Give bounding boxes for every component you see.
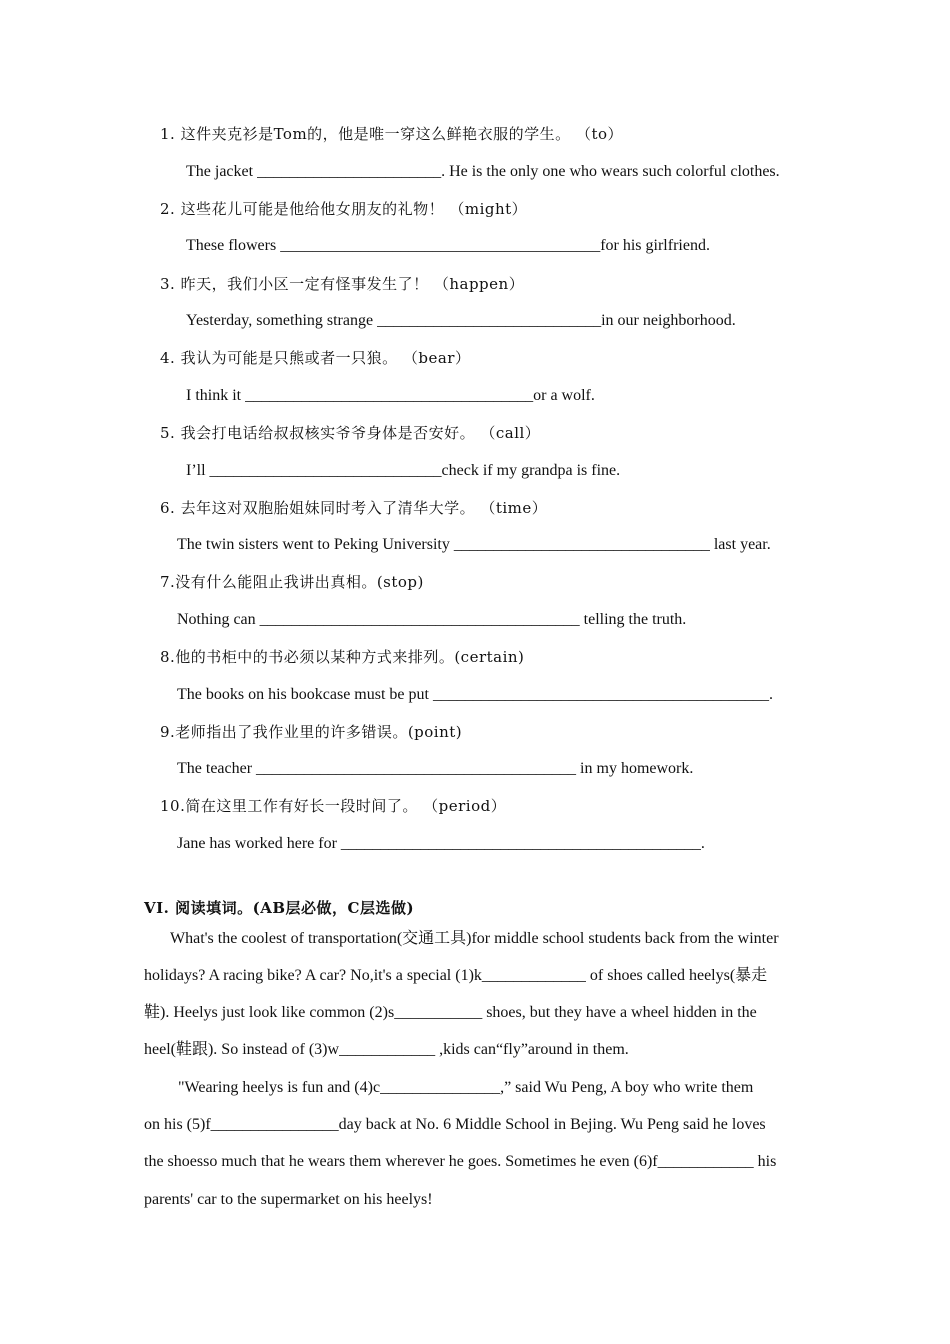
item-9-prompt: 9.老师指出了我作业里的许多错误。(point) bbox=[160, 723, 463, 741]
item-7-sentence: Nothing can ________________________________________ telling the truth. bbox=[177, 611, 687, 628]
section-heading: VI. 阅读填词。(AB层必做，C层选做) bbox=[144, 899, 415, 917]
item-9-sentence: The teacher ________________________________________ in my homework. bbox=[177, 760, 694, 777]
item-5-sentence: I’ll _____________________________check if my grandpa is fine. bbox=[186, 462, 621, 479]
item-10-prompt: 10.简在这里工作有好长一段时间了。 （period） bbox=[160, 797, 507, 815]
passage-line: What's the coolest of transportation(交通工具)for middle school students back from the winter bbox=[170, 930, 779, 947]
passage-line: the shoesso much that he wears them wherever he goes. Sometimes he even (6)f____________ his bbox=[144, 1153, 777, 1170]
item-1-prompt: 1. 这件夹克衫是Tom的，他是唯一穿这么鲜艳衣服的学生。 （to） bbox=[160, 125, 624, 143]
item-6-sentence: The twin sisters went to Peking University ________________________________ last year. bbox=[177, 536, 771, 553]
item-4-sentence: I think it ____________________________________or a wolf. bbox=[186, 387, 595, 404]
item-3-prompt: 3. 昨天，我们小区一定有怪事发生了！ （happen） bbox=[160, 275, 525, 293]
item-2-prompt: 2. 这些花儿可能是他给他女朋友的礼物！ （might） bbox=[160, 200, 528, 218]
passage-line: holidays? A racing bike? A car? No,it's a special (1)k_____________ of shoes called heelys(暴走 bbox=[144, 967, 768, 984]
item-10-sentence: Jane has worked here for _____________________________________________. bbox=[177, 835, 705, 852]
item-6-prompt: 6. 去年这对双胞胎姐妹同时考入了清华大学。 （time） bbox=[160, 499, 548, 517]
item-7-prompt: 7.没有什么能阻止我讲出真相。(stop) bbox=[160, 573, 424, 591]
item-8-sentence: The books on his bookcase must be put __________________________________________. bbox=[177, 686, 773, 703]
passage-line: "Wearing heelys is fun and (4)c_______________,” said Wu Peng, A boy who write them bbox=[178, 1079, 754, 1096]
item-1-sentence: The jacket _______________________. He is the only one who wears such colorful clothes. bbox=[186, 163, 780, 180]
passage-line: heel(鞋跟). So instead of (3)w____________ ,kids can“fly”around in them. bbox=[144, 1041, 629, 1058]
item-4-prompt: 4. 我认为可能是只熊或者一只狼。 （bear） bbox=[160, 349, 471, 367]
passage-line: on his (5)f________________day back at No. 6 Middle School in Bejing. Wu Peng said he loves bbox=[144, 1116, 766, 1133]
item-3-sentence: Yesterday, something strange ____________________________in our neighborhood. bbox=[186, 312, 736, 329]
item-2-sentence: These flowers ________________________________________for his girlfriend. bbox=[186, 237, 710, 254]
item-5-prompt: 5. 我会打电话给叔叔核实爷爷身体是否安好。 （call） bbox=[160, 424, 541, 442]
item-8-prompt: 8.他的书柜中的书必须以某种方式来排列。(certain) bbox=[160, 648, 525, 666]
passage-line: parents' car to the supermarket on his heelys! bbox=[144, 1191, 433, 1208]
passage-line: 鞋). Heelys just look like common (2)s___________ shoes, but they have a wheel hidden in the bbox=[144, 1004, 757, 1021]
